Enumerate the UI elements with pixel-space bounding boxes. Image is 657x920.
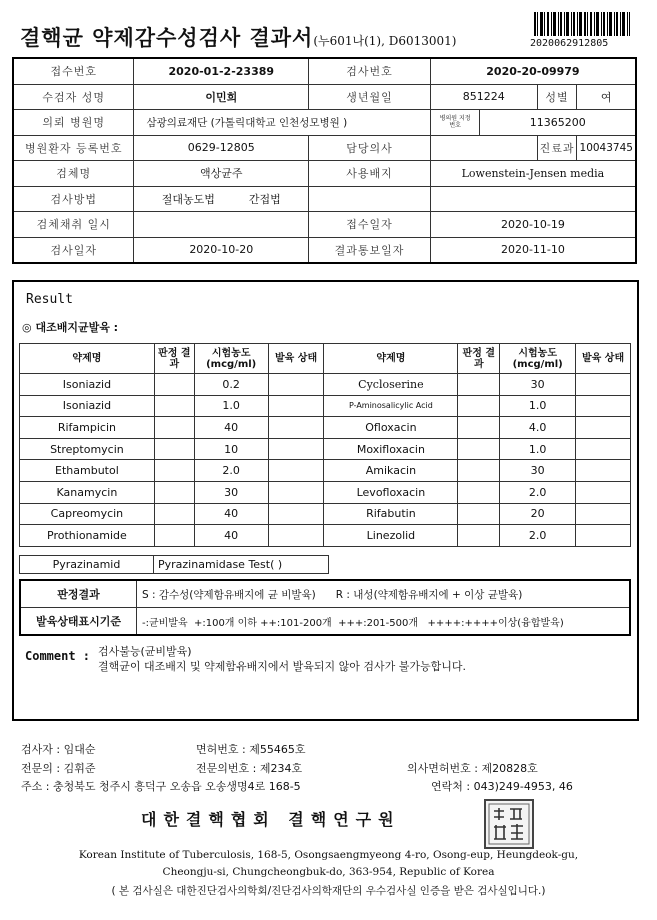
col-judgement: 판정 결과 bbox=[154, 344, 194, 374]
concentration: 4.0 bbox=[500, 417, 576, 439]
specimen: 액상균주 bbox=[134, 161, 309, 187]
drug-name: Levofloxacin bbox=[324, 481, 458, 503]
info-table bbox=[12, 57, 637, 264]
sex: 여 bbox=[577, 84, 636, 110]
medium: Lowenstein-Jensen media bbox=[430, 161, 636, 187]
reg-no-label: 병원환자 등록번호 bbox=[13, 135, 134, 161]
concentration: 1.0 bbox=[500, 438, 576, 460]
sex-label: 성별 bbox=[537, 84, 577, 110]
drug-name: Ofloxacin bbox=[324, 417, 458, 439]
form-code: (누601나(1), D6013001) bbox=[313, 34, 457, 48]
result-title: Result bbox=[26, 292, 73, 307]
comment-text bbox=[98, 644, 466, 674]
judgement-cell bbox=[154, 503, 194, 525]
page-title bbox=[20, 22, 457, 52]
legend-table bbox=[19, 579, 631, 636]
growth-cell bbox=[268, 460, 324, 482]
doctor-license: 의사면허번호 : 제20828호 bbox=[407, 762, 538, 775]
hospital-name: 삼광의료재단 (가톨릭대학교 인천성모병원 ) bbox=[134, 110, 430, 136]
judgement-cell bbox=[458, 438, 500, 460]
drug-name: Amikacin bbox=[324, 460, 458, 482]
comment-line: 검사불능(균비발육) bbox=[98, 645, 192, 658]
growth-cell bbox=[576, 374, 631, 396]
comment-line: 결핵균이 대조배지 및 약제함유배지에서 발육되지 않아 검사가 불가능합니다. bbox=[98, 660, 467, 673]
barcode-number: 2020062912805 bbox=[530, 38, 609, 49]
drug-name: Streptomycin bbox=[20, 438, 155, 460]
col-drug: 약제명 bbox=[20, 344, 155, 374]
test-no-label: 검사번호 bbox=[309, 58, 431, 84]
judgement-cell bbox=[458, 460, 500, 482]
concentration: 2.0 bbox=[500, 525, 576, 547]
address-en-line2: Cheongju-si, Chungcheongbuk-do, 363-954, Republic of Korea bbox=[162, 866, 495, 878]
growth-cell bbox=[268, 417, 324, 439]
blank-cell bbox=[430, 186, 636, 212]
table-row bbox=[20, 417, 631, 439]
col-concentration: 시험농도 (mcg/ml) bbox=[500, 344, 576, 374]
col-growth: 발육 상태 bbox=[576, 344, 631, 374]
judgement-cell bbox=[154, 438, 194, 460]
address-en-line1: Korean Institute of Tuberculosis, 168-5, Osongsaengmyeong 4-ro, Osong-eup, Heungdeok-gu, bbox=[78, 849, 579, 861]
pyrazinamide-table bbox=[19, 555, 329, 574]
blank-cell bbox=[309, 186, 431, 212]
dept: 10043745 bbox=[577, 135, 636, 161]
judgement-cell bbox=[458, 503, 500, 525]
patient-name-label: 수검자 성명 bbox=[13, 84, 134, 110]
result-section bbox=[12, 280, 639, 721]
concentration: 40 bbox=[194, 503, 268, 525]
drug-name: Linezolid bbox=[324, 525, 458, 547]
certification-note: ( 본 검사실은 대한진단검사의학회/진단검사의학재단의 우수검사실 인증을 받은 검사실입니다.) bbox=[111, 885, 546, 897]
culture-heading bbox=[22, 319, 118, 335]
judgement-cell bbox=[154, 395, 194, 417]
col-concentration: 시험농도 (mcg/ml) bbox=[194, 344, 268, 374]
drug-name: Ethambutol bbox=[20, 460, 155, 482]
growth-cell bbox=[268, 438, 324, 460]
dob: 851224 bbox=[430, 84, 537, 110]
drug-name: Rifampicin bbox=[20, 417, 155, 439]
table-row bbox=[20, 481, 631, 503]
method-absolute: 절대농도법 bbox=[161, 192, 215, 206]
receipt-date-label: 접수일자 bbox=[309, 212, 431, 238]
drug-name: Cycloserine bbox=[324, 374, 458, 396]
growth-cell bbox=[576, 525, 631, 547]
comment-label: Comment : bbox=[25, 649, 91, 663]
col-growth: 발육 상태 bbox=[268, 344, 324, 374]
drug-name: P-Aminosalicylic Acid bbox=[324, 395, 458, 417]
drug-table bbox=[19, 343, 631, 547]
judgement-cell bbox=[154, 481, 194, 503]
growth-cell bbox=[576, 395, 631, 417]
table-row bbox=[20, 525, 631, 547]
drug-name: Rifabutin bbox=[324, 503, 458, 525]
report-date-label: 결과통보일자 bbox=[309, 237, 431, 263]
inspector: 검사자 : 임대순 bbox=[21, 743, 96, 756]
method-indirect: 간접법 bbox=[248, 192, 281, 206]
institution-name: 대한결핵협회 결핵연구원 bbox=[141, 810, 401, 829]
hospital-label: 의뢰 병원명 bbox=[13, 110, 134, 136]
table-row bbox=[20, 503, 631, 525]
drug-name: Kanamycin bbox=[20, 481, 155, 503]
contact: 연락처 : 043)249-4953, 46 bbox=[431, 780, 573, 793]
growth-cell bbox=[576, 503, 631, 525]
receipt-date: 2020-10-19 bbox=[430, 212, 636, 238]
medium-label: 사용배지 bbox=[309, 161, 431, 187]
doctor bbox=[430, 135, 537, 161]
judgement-legend: S : 감수성(약제함유배지에 균 비발육) R : 내성(약제함유배지에 + 이상 균발육) bbox=[137, 580, 631, 608]
concentration: 2.0 bbox=[194, 460, 268, 482]
test-date-label: 검사일자 bbox=[13, 237, 134, 263]
specialist-license: 전문의번호 : 제234호 bbox=[196, 762, 303, 775]
growth-cell bbox=[268, 481, 324, 503]
col-judgement: 판정 결과 bbox=[458, 344, 500, 374]
drug-name: Prothionamide bbox=[20, 525, 155, 547]
col-drug: 약제명 bbox=[324, 344, 458, 374]
judgement-cell bbox=[154, 374, 194, 396]
specimen-label: 검체명 bbox=[13, 161, 134, 187]
judgement-cell bbox=[154, 460, 194, 482]
receipt-no-label: 접수번호 bbox=[13, 58, 134, 84]
method bbox=[134, 186, 309, 212]
collect-date bbox=[134, 212, 309, 238]
receipt-no: 2020-01-2-23389 bbox=[134, 58, 309, 84]
growth-cell bbox=[576, 481, 631, 503]
concentration: 30 bbox=[500, 460, 576, 482]
patient-name: 이민희 bbox=[134, 84, 309, 110]
reg-no: 0629-12805 bbox=[134, 135, 309, 161]
table-row bbox=[20, 374, 631, 396]
judgement-cell bbox=[458, 374, 500, 396]
judgement-cell bbox=[458, 417, 500, 439]
dob-label: 생년월일 bbox=[309, 84, 431, 110]
concentration: 1.0 bbox=[194, 395, 268, 417]
judgement-cell bbox=[154, 417, 194, 439]
growth-cell bbox=[576, 438, 631, 460]
official-seal-icon bbox=[484, 799, 534, 849]
barcode-icon bbox=[534, 12, 630, 36]
growth-cell bbox=[576, 460, 631, 482]
judgement-cell bbox=[458, 395, 500, 417]
doctor-label: 담당의사 bbox=[309, 135, 431, 161]
growth-cell bbox=[268, 395, 324, 417]
test-no: 2020-20-09979 bbox=[430, 58, 636, 84]
method-label: 검사방법 bbox=[13, 186, 134, 212]
drug-name: Isoniazid bbox=[20, 374, 155, 396]
judgement-cell bbox=[154, 525, 194, 547]
concentration: 10 bbox=[194, 438, 268, 460]
concentration: 1.0 bbox=[500, 395, 576, 417]
judgement-cell bbox=[458, 481, 500, 503]
growth-legend: -:균비발육 +:100개 이하 ++:101-200개 +++:201-500개 ++++:++++이상(융합발육) bbox=[137, 608, 631, 636]
culture-heading-text: 대조배지균발육 : bbox=[35, 321, 119, 334]
growth-cell bbox=[268, 503, 324, 525]
test-date: 2020-10-20 bbox=[134, 237, 309, 263]
inspector-license: 면허번호 : 제55465호 bbox=[196, 743, 306, 756]
concentration: 20 bbox=[500, 503, 576, 525]
address: 주소 : 충청북도 청주시 흥덕구 오송읍 오송생명4로 168-5 bbox=[21, 780, 301, 793]
pyrazinamidase-test: Pyrazinamidase Test( ) bbox=[154, 556, 329, 574]
hospital-code-label-text: 병의원 지정번호 bbox=[439, 115, 471, 130]
hospital-code-label bbox=[430, 110, 480, 136]
dept-label: 진료과 bbox=[537, 135, 577, 161]
bullet-icon: ◎ bbox=[22, 321, 32, 334]
title-text: 결핵균 약제감수성검사 결과서 bbox=[20, 25, 314, 50]
growth-cell bbox=[576, 417, 631, 439]
growth-cell bbox=[268, 525, 324, 547]
drug-name: Isoniazid bbox=[20, 395, 155, 417]
table-row bbox=[20, 395, 631, 417]
pyrazinamide-label: Pyrazinamid bbox=[20, 556, 154, 574]
judgement-legend-label: 판정결과 bbox=[20, 580, 137, 608]
table-row bbox=[20, 438, 631, 460]
concentration: 40 bbox=[194, 525, 268, 547]
concentration: 0.2 bbox=[194, 374, 268, 396]
growth-legend-label: 발육상태표시기준 bbox=[20, 608, 137, 636]
judgement-cell bbox=[458, 525, 500, 547]
concentration: 2.0 bbox=[500, 481, 576, 503]
collect-date-label: 검체채취 일시 bbox=[13, 212, 134, 238]
drug-name: Capreomycin bbox=[20, 503, 155, 525]
concentration: 30 bbox=[194, 481, 268, 503]
hospital-code: 11365200 bbox=[480, 110, 636, 136]
specialist: 전문의 : 김휘준 bbox=[21, 762, 96, 775]
drug-name: Moxifloxacin bbox=[324, 438, 458, 460]
table-row bbox=[20, 460, 631, 482]
concentration: 40 bbox=[194, 417, 268, 439]
growth-cell bbox=[268, 374, 324, 396]
concentration: 30 bbox=[500, 374, 576, 396]
report-date: 2020-11-10 bbox=[430, 237, 636, 263]
